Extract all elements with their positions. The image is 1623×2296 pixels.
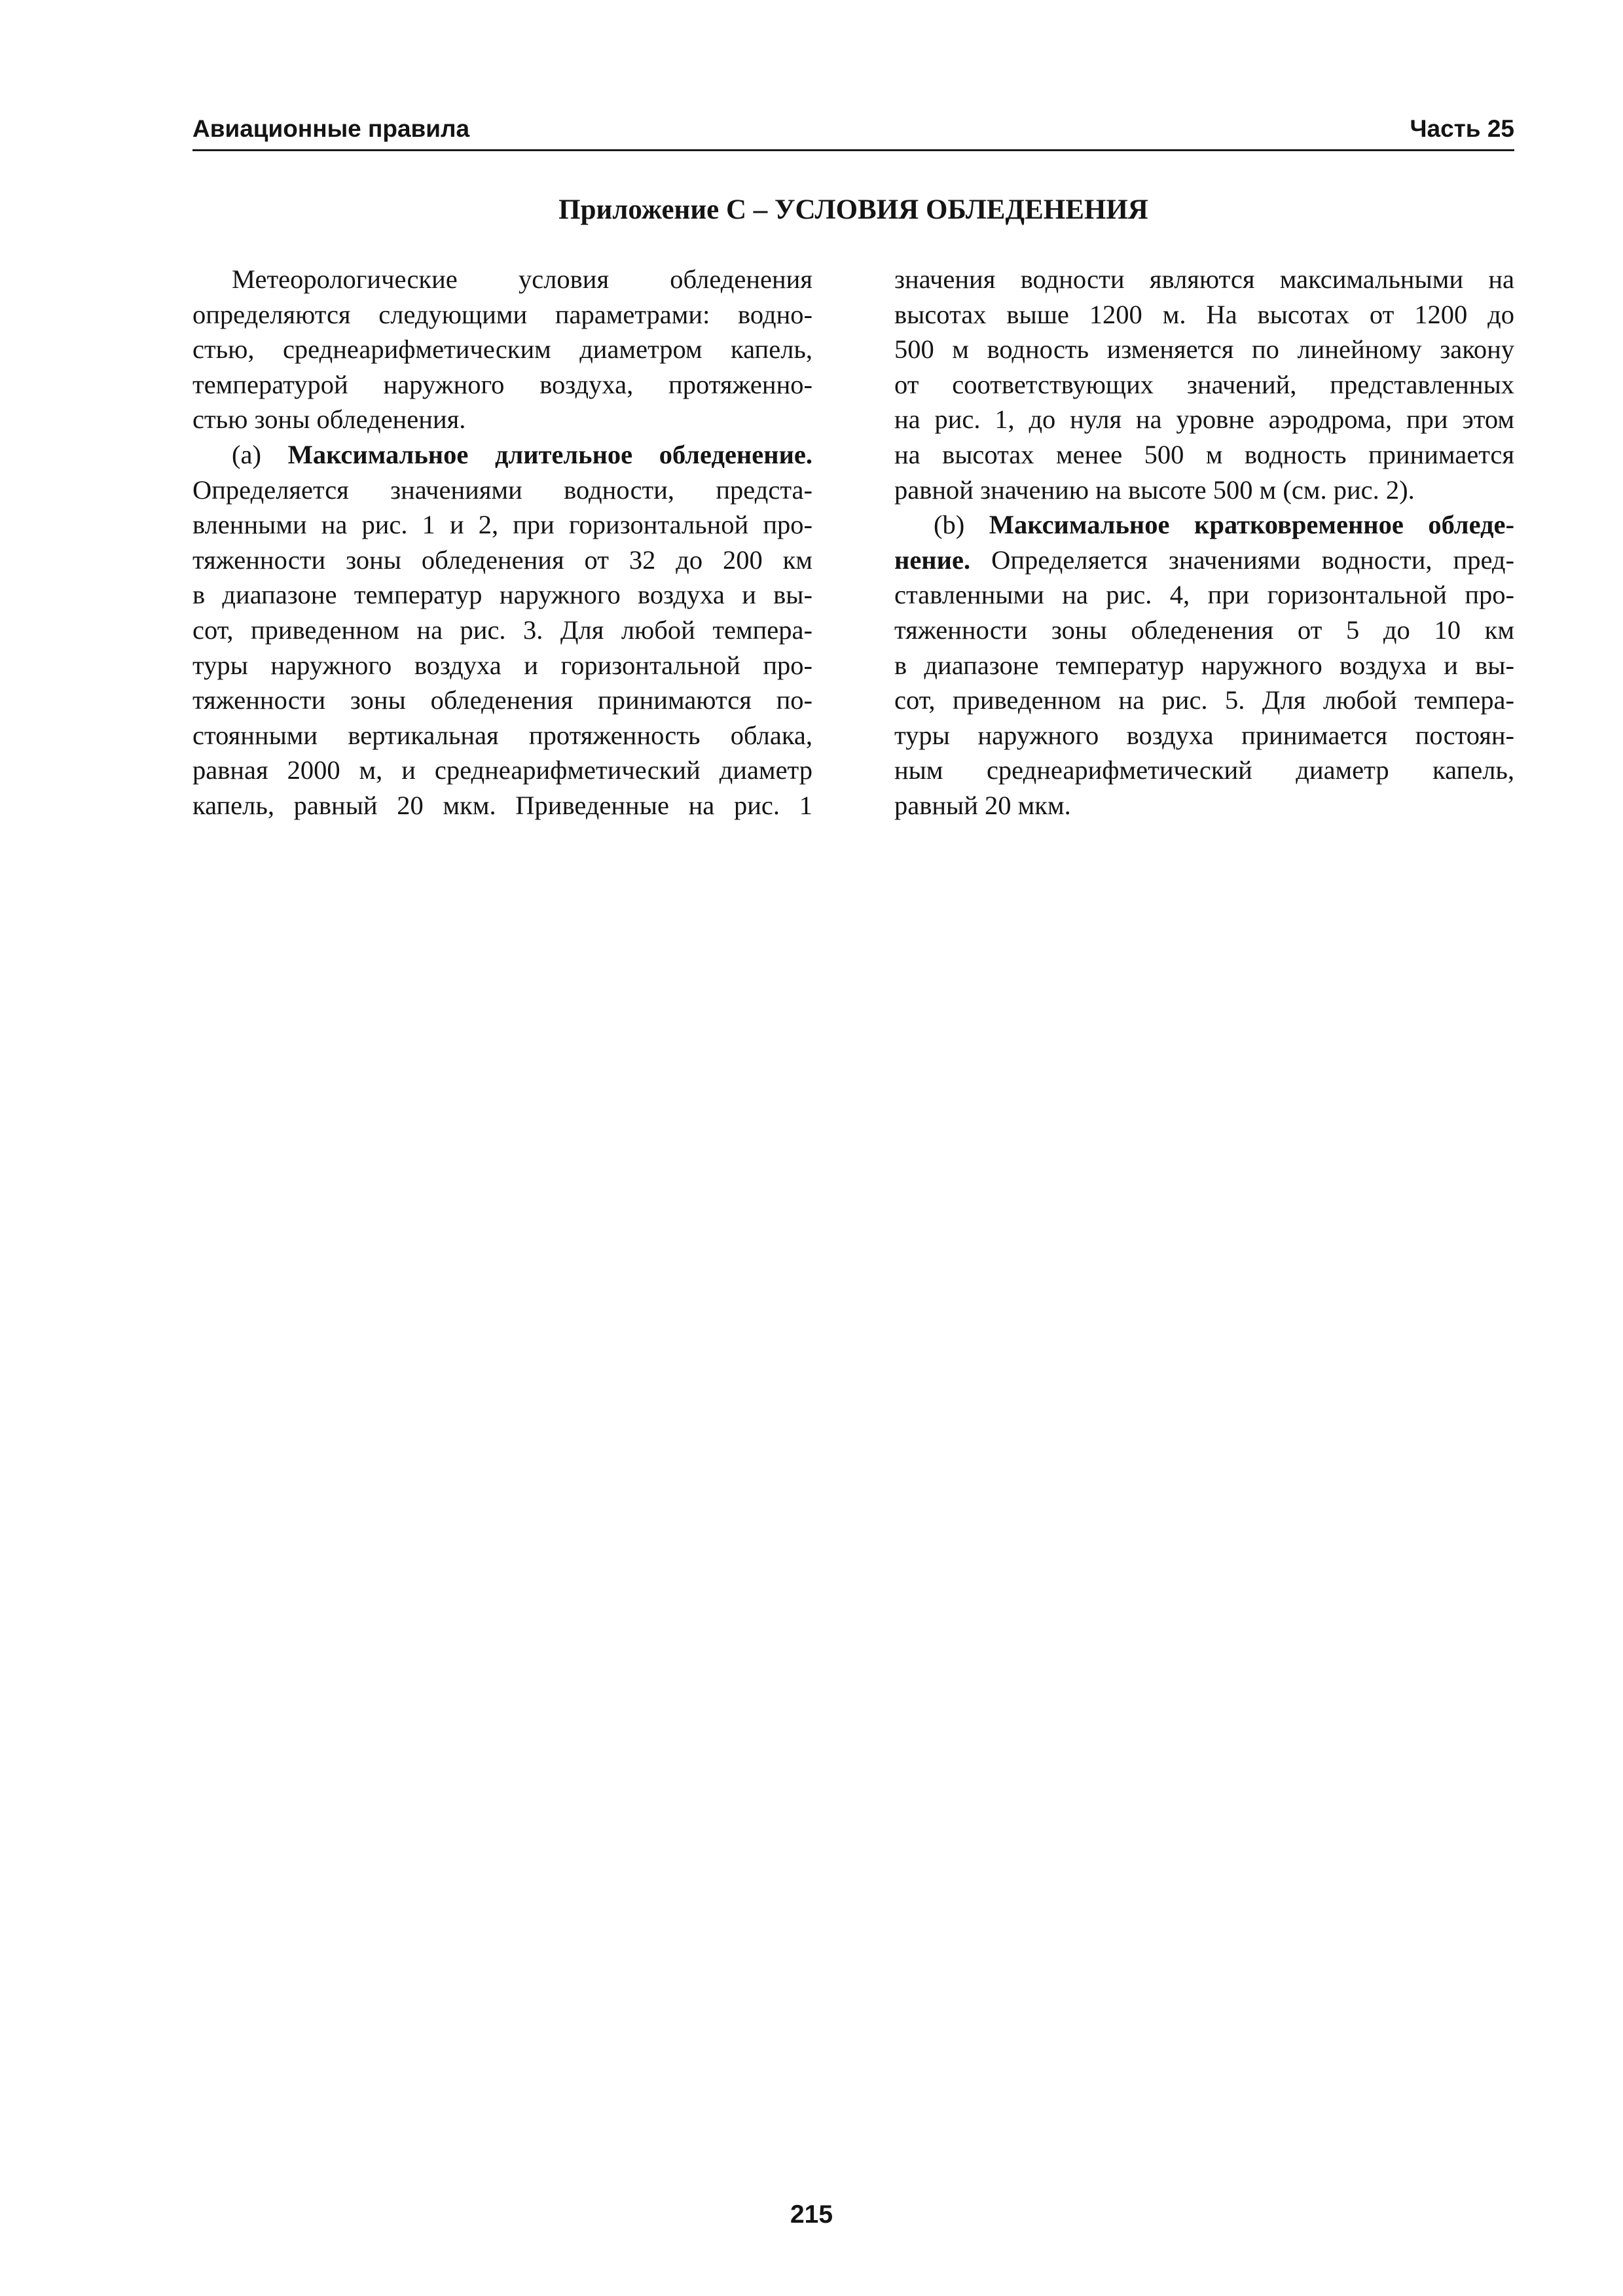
header-title: Авиационные правила bbox=[192, 115, 470, 142]
text-line: определяются следующими параметрами: водно- bbox=[192, 299, 812, 329]
text-line: равной значению на высоте 500 м (см. рис. 2). bbox=[894, 475, 1415, 505]
text-line: стью, среднеарифметическим диаметром капель, bbox=[192, 334, 812, 365]
text-line: значения водности являются максимальными на bbox=[894, 264, 1514, 294]
text-line: Определяется значениями водности, предста- bbox=[192, 475, 812, 505]
text-line: ным среднеарифметический диаметр капель, bbox=[894, 755, 1514, 785]
text-line: вленными на рис. 1 и 2, при горизонтальной про- bbox=[192, 510, 812, 540]
text-line: капель, равный 20 мкм. Приведенные на рис. 1 bbox=[192, 790, 812, 820]
running-header bbox=[192, 113, 1514, 151]
text-line: ставленными на рис. 4, при горизонтальной про- bbox=[894, 580, 1514, 610]
text-line: тяженности зоны обледенения от 32 до 200 км bbox=[192, 545, 812, 575]
paragraph-a-bold-heading: Максимальное длительное обледенение. bbox=[287, 439, 813, 469]
text-line bbox=[894, 543, 1514, 578]
text-line: от соответствующих значений, представленных bbox=[894, 369, 1514, 399]
text-line: тяженности зоны обледенения от 5 до 10 км bbox=[894, 615, 1514, 645]
text-line: в диапазоне температур наружного воздуха и вы- bbox=[192, 580, 812, 610]
text-line: в диапазоне температур наружного воздуха и вы- bbox=[894, 650, 1514, 680]
text-line: 500 м водность изменяется по линейному закону bbox=[894, 334, 1514, 365]
text-line: температурой наружного воздуха, протяженно- bbox=[192, 369, 812, 399]
text-line: Метеорологические условия обледенения bbox=[232, 264, 812, 294]
paragraph-b-bold-heading-end: нение. bbox=[894, 545, 971, 575]
paragraph-b-bold-heading: Максимальное кратковременное обледе- bbox=[989, 510, 1514, 540]
text-line: сот, приведенном на рис. 3. Для любой темпера- bbox=[192, 615, 812, 645]
text-line: на рис. 1, до нуля на уровне аэродрома, при этом bbox=[894, 404, 1514, 435]
text-line: равная 2000 м, и среднеарифметический диаметр bbox=[192, 755, 812, 785]
text-line: стоянными вертикальная протяженность облака, bbox=[192, 720, 812, 750]
left-column bbox=[192, 262, 812, 823]
text-line: на высотах менее 500 м водность принимается bbox=[894, 439, 1514, 469]
text-line: сот, приведенном на рис. 5. Для любой темпера- bbox=[894, 685, 1514, 715]
text-fragment: Определяется значениями водности, пред- bbox=[970, 545, 1514, 575]
paragraph-a-heading bbox=[192, 437, 812, 473]
paragraph-b-heading bbox=[894, 507, 1514, 543]
text-line: туры наружного воздуха и горизонтальной про- bbox=[192, 650, 812, 680]
text-line: тяженности зоны обледенения принимаются по- bbox=[192, 685, 812, 715]
header-part: Часть 25 bbox=[1410, 115, 1514, 142]
page-number: 215 bbox=[790, 2200, 833, 2229]
right-column bbox=[894, 262, 1514, 823]
paragraph-label: (a) bbox=[232, 439, 288, 469]
text-line: стью зоны обледенения. bbox=[192, 404, 466, 435]
text-line: высотах выше 1200 м. На высотах от 1200 до bbox=[894, 299, 1514, 329]
text-line: равный 20 мкм. bbox=[894, 790, 1071, 820]
text-line: туры наружного воздуха принимается постоян- bbox=[894, 720, 1514, 750]
paragraph-label: (b) bbox=[934, 510, 989, 540]
page-title: Приложение С – УСЛОВИЯ ОБЛЕДЕНЕНИЯ bbox=[558, 194, 1148, 225]
